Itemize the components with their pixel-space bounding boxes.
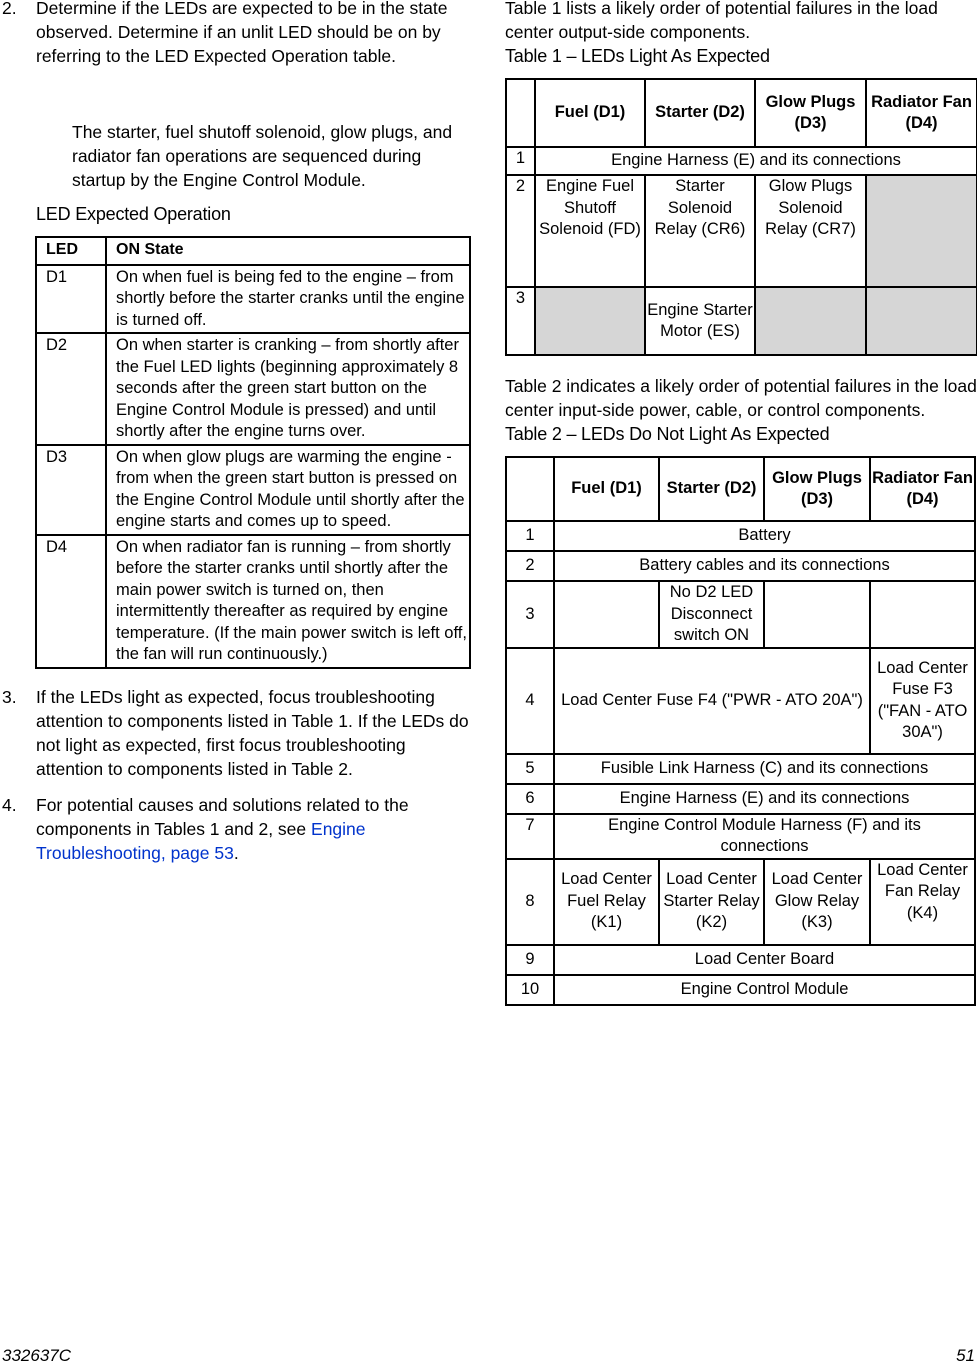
- glow-plugs-d3-header: Glow Plugs (D3): [755, 79, 866, 147]
- led-col-header: LED: [36, 237, 106, 265]
- empty-cell: [764, 581, 870, 648]
- shaded-empty-cell: [866, 175, 977, 287]
- empty-cell: [870, 581, 975, 648]
- engine-troubleshooting-link[interactable]: Engine Troubleshooting, page 53: [36, 818, 366, 863]
- table2-title: Table 2 – LEDs Do Not Light As Expected: [505, 424, 830, 444]
- table1-intro: Table 1 lists a likely order of potential failures in the load center output-side components.: [505, 0, 938, 42]
- step-4-text: For potential causes and solutions related to the components in Tables 1 and 2, see: [36, 794, 409, 839]
- table-row: [506, 859, 975, 945]
- doc-number: 332637C: [2, 1346, 72, 1365]
- starter-d2-header: Starter (D2): [659, 457, 764, 521]
- on-state-cell: On when starter is cranking – from shortly after the Fuel LED lights (beginning approximately 8 seconds after the green start button on the Engine Control Module is pressed) and until shortly after the engine turns over.: [106, 333, 470, 445]
- table-row: [506, 784, 975, 814]
- table-row: [506, 521, 975, 551]
- led-cell: D2: [36, 333, 106, 445]
- row-number: 3: [506, 287, 535, 355]
- on-state-cell: On when glow plugs are warming the engine - from when the green start button is pressed on the Engine Control Module until shortly after the engine starts and comes up to speed.: [106, 445, 470, 535]
- led-cell: D1: [36, 265, 106, 334]
- table-row: [506, 945, 975, 975]
- led-cell: D4: [36, 535, 106, 668]
- row-text: [554, 814, 975, 859]
- table1-header: [506, 79, 977, 147]
- fuse-f3-cell: Load Center Fuse F3 ("FAN - ATO 30A"): [870, 648, 975, 754]
- table-row: [36, 535, 470, 668]
- table-row: [506, 175, 977, 287]
- row-number: 2: [506, 175, 535, 287]
- row-number: 8: [506, 859, 554, 945]
- step-4: [0, 793, 472, 865]
- step-3-number: 3.: [2, 686, 17, 707]
- empty-cell: [554, 581, 659, 648]
- led-cell: D3: [36, 445, 106, 535]
- starter-cell: Starter Solenoid Relay (CR6): [645, 175, 755, 287]
- table-row: [36, 333, 470, 445]
- led-table-header: [36, 237, 470, 265]
- table2-header: [506, 457, 975, 521]
- step-2: [0, 0, 472, 68]
- table-row: [506, 754, 975, 784]
- table1-corner-cell: [506, 79, 535, 147]
- table-row: [36, 445, 470, 535]
- row-text: Engine Harness (E) and its connections: [554, 784, 975, 814]
- table2-corner-cell: [506, 457, 554, 521]
- row-number: 3: [506, 581, 554, 648]
- table-row: [506, 551, 975, 581]
- radiator-fan-d4-header: Radiator Fan (D4): [866, 79, 977, 147]
- row-number: 9: [506, 945, 554, 975]
- table-row: [36, 265, 470, 334]
- radiator-fan-d4-header: Radiator Fan (D4): [870, 457, 975, 521]
- row-number: 2: [506, 551, 554, 581]
- step-2-number: 2.: [2, 0, 17, 18]
- led-expected-operation-table: [35, 236, 471, 669]
- fuel-d1-header: Fuel (D1): [535, 79, 645, 147]
- startup-note: The starter, fuel shutoff solenoid, glow plugs, and radiator fan operations are sequenced during startup by the Engine Control Module.: [72, 122, 453, 190]
- starter-d2-header: Starter (D2): [645, 79, 755, 147]
- right-column: [505, 0, 977, 1006]
- step-3-text: If the LEDs light as expected, focus troubleshooting attention to components listed in Table 1. If the LEDs do not light as expected, first focus troubleshooting attention to components listed in Table 2.: [36, 686, 469, 779]
- row-number: 10: [506, 975, 554, 1005]
- step-3: [0, 685, 472, 781]
- led-table-title: LED Expected Operation: [36, 204, 231, 224]
- table2-intro: Table 2 indicates a likely order of potential failures in the load center input-side power, cable, or control components.: [505, 376, 977, 420]
- step-4-end: .: [233, 842, 239, 863]
- row-number: 7: [506, 814, 554, 859]
- starter-cell: Engine Starter Motor (ES): [645, 287, 755, 355]
- row-text: Engine Harness (E) and its connections: [535, 147, 977, 175]
- fuse-f4-cell: Load Center Fuse F4 ("PWR - ATO 20A"): [554, 648, 870, 754]
- on-state-cell: On when fuel is being fed to the engine – from shortly before the starter cranks until the engine is turned off.: [106, 265, 470, 334]
- row-number: 1: [506, 521, 554, 551]
- table-row: [506, 581, 975, 648]
- glow-relay-cell: Load Center Glow Relay (K3): [764, 859, 870, 945]
- shaded-empty-cell: [755, 287, 866, 355]
- fuel-relay-cell: Load Center Fuel Relay (K1): [554, 859, 659, 945]
- table1-leds-light-as-expected: [505, 78, 977, 356]
- table-row: [506, 287, 977, 355]
- row-text: Fusible Link Harness (C) and its connections: [554, 754, 975, 784]
- left-column: [0, 0, 472, 865]
- glow-plugs-cell: Glow Plugs Solenoid Relay (CR7): [755, 175, 866, 287]
- step-4-number: 4.: [2, 794, 17, 815]
- on-state-col-header: ON State: [106, 237, 470, 265]
- glow-plugs-d3-header: Glow Plugs (D3): [764, 457, 870, 521]
- row-text: Engine Control Module: [554, 975, 975, 1005]
- shaded-empty-cell: [535, 287, 645, 355]
- table2-leds-do-not-light: [505, 456, 976, 1006]
- step-2-text: Determine if the LEDs are expected to be in the state observed. Determine if an unlit LED should be on by referring to the LED Expected Operation table.: [36, 0, 448, 66]
- fuel-cell: Engine Fuel Shutoff Solenoid (FD): [535, 175, 645, 287]
- row-number: 5: [506, 754, 554, 784]
- table-row: [506, 814, 975, 859]
- ecm-harness-text: Engine Control Module Harness (F) and its connections: [608, 815, 921, 855]
- row-number: 4: [506, 648, 554, 754]
- starter-relay-cell: Load Center Starter Relay (K2): [659, 859, 764, 945]
- table-row: [506, 147, 977, 175]
- table1-title: Table 1 – LEDs Light As Expected: [505, 46, 770, 66]
- row-text: Battery cables and its connections: [554, 551, 975, 581]
- row-number: 6: [506, 784, 554, 814]
- fuel-d1-header: Fuel (D1): [554, 457, 659, 521]
- starter-cell: No D2 LED Disconnect switch ON: [659, 581, 764, 648]
- row-text: Load Center Board: [554, 945, 975, 975]
- row-number: 1: [506, 147, 535, 175]
- fan-relay-cell: Load Center Fan Relay (K4): [870, 859, 975, 945]
- row-text: Battery: [554, 521, 975, 551]
- table-row: [506, 648, 975, 754]
- shaded-empty-cell: [866, 287, 977, 355]
- page-number: 51: [956, 1346, 975, 1365]
- on-state-cell: On when radiator fan is running – from shortly before the starter cranks until shortly after the main power switch is turned on, then intermittently thereafter as required by engine temperature. (If the main power switch is left off, the fan will run continuously.): [106, 535, 470, 668]
- table-row: [506, 975, 975, 1005]
